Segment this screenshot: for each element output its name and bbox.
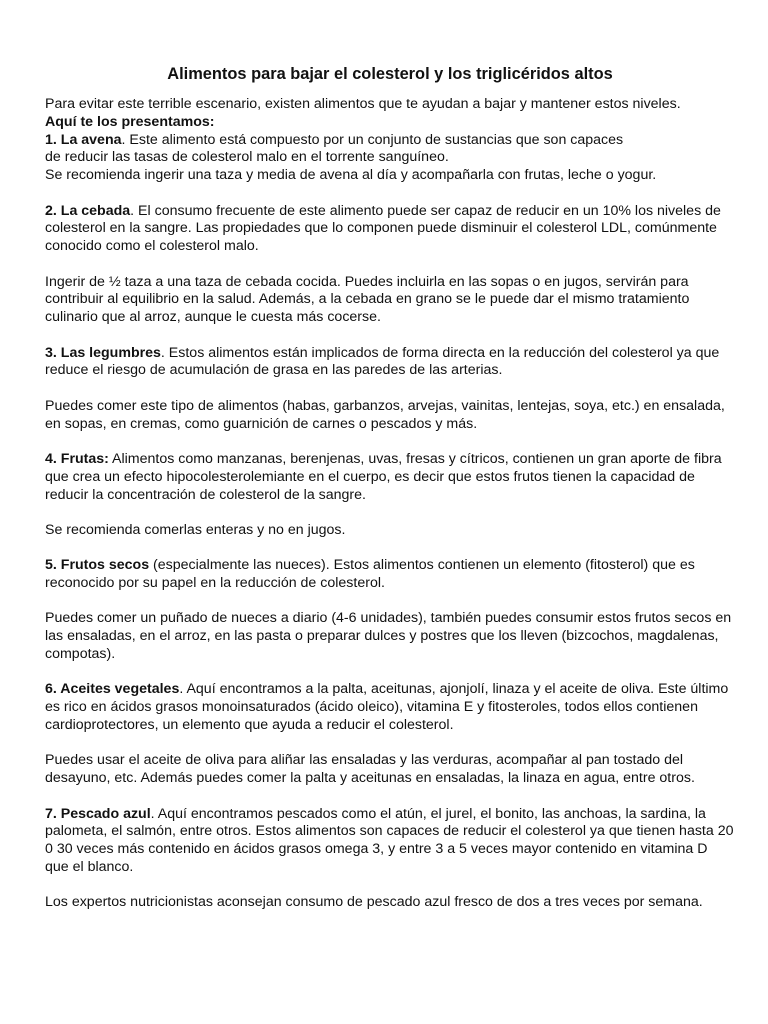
- item4-extra: Se recomienda comerlas enteras y no en jugos.: [45, 521, 346, 538]
- item2-label: 2. La cebada: [45, 202, 131, 219]
- item3-extra: Puedes comer este tipo de alimentos (habas, garbanzos, arvejas, vainitas, lentejas, soya, etc.) en ensalada, en sopas, en cremas, como guarnición de carnes o pescados y más.: [45, 397, 725, 432]
- item3-text: . Estos alimentos están implicados de forma directa en la reducción del colesterol ya que reduce el riesgo de acumulación de grasa en las paredes de las arterias.: [45, 344, 720, 379]
- item2-paragraph: [45, 203, 735, 256]
- item6-text: . Aquí encontramos a la palta, aceitunas, ajonjolí, linaza y el aceite de oliva. Este último es rico en ácidos grasos monoinsaturados (ácido oleico), vitamina E y fitosteroles, todos ellos contienen cardioprotectores, un elemento que ayuda a reducir el colesterol.: [45, 681, 729, 734]
- item4-text: Alimentos como manzanas, berenjenas, uvas, fresas y cítricos, contienen un gran aporte de fibra que crea un efecto hipocolesterolemiante en el cuerpo, es decir que estos frutos tienen la capacidad de reducir la concentración de colesterol de la sangre.: [45, 450, 722, 503]
- item1-text1: . Este alimento está compuesto por un conjunto de sustancias que son capaces: [121, 131, 624, 148]
- item4-label: 4. Frutas:: [45, 450, 109, 467]
- item4-paragraph: [45, 451, 735, 504]
- item7-text: . Aquí encontramos pescados como el atún, el jurel, el bonito, las anchoas, la sardina, la palometa, el salmón, entre otros. Estos alimentos son capaces de reducir el colesterol ya que tienen hasta 20 0 30 veces más contenido en ácidos grasos omega 3, y entre 3 a 5 veces mayor contenido en vitamina D que el blanco.: [45, 805, 734, 876]
- item6-extra: Puedes usar el aceite de oliva para aliñar las ensaladas y las verduras, acompañar al pan tostado del desayuno, etc. Además puedes comer la palta y aceitunas en ensaladas, la linaza en agua, entre otros.: [45, 752, 695, 787]
- item7-extra: Los expertos nutricionistas aconsejan consumo de pescado azul fresco de dos a tres veces por semana.: [45, 894, 703, 911]
- item7-label: 7. Pescado azul: [45, 805, 151, 822]
- item6-label: 6. Aceites vegetales: [45, 681, 180, 698]
- item5-paragraph: [45, 557, 735, 593]
- item1-line2: de reducir las tasas de colesterol malo en el torrente sanguíneo.: [45, 149, 449, 166]
- item5-text: (especialmente las nueces). Estos alimentos contienen un elemento (fitosterol) que es reconocido por su papel en la reducción de colesterol.: [45, 557, 695, 592]
- item7-paragraph: [45, 806, 735, 877]
- present-heading: Aquí te los presentamos:: [45, 113, 215, 130]
- document-page: [45, 64, 735, 912]
- item2-extra: Ingerir de ½ taza a una taza de cebada cocida. Puedes incluirla en las sopas o en jugos, servirán para contribuir al equilibrio en la salud. Además, a la cebada en grano se le puede dar el mismo tratamiento culinario que al arroz, aunque le cuesta más cocerse.: [45, 273, 690, 326]
- intro-paragraph: [45, 96, 735, 185]
- item1-line1: [45, 132, 735, 150]
- item1-label: 1. La avena: [45, 131, 122, 148]
- intro-text: Para evitar este terrible escenario, existen alimentos que te ayudan a bajar y mantener estos niveles.: [45, 96, 681, 112]
- item2-text: . El consumo frecuente de este alimento puede ser capaz de reducir en un 10% los niveles de colesterol en la sangre. Las propiedades que lo componen puede disminuir el colesterol LDL, comúnmente conocido como el colesterol malo.: [45, 202, 721, 255]
- item3-label: 3. Las legumbres: [45, 344, 161, 361]
- item3-paragraph: [45, 345, 735, 381]
- item1-line3: Se recomienda ingerir una taza y media de avena al día y acompañarla con frutas, leche o yogur.: [45, 167, 657, 184]
- document-title: Alimentos para bajar el colesterol y los triglicéridos altos: [167, 65, 613, 83]
- item6-paragraph: [45, 681, 735, 734]
- item5-label: 5. Frutos secos: [45, 557, 150, 574]
- item5-extra: Puedes comer un puñado de nueces a diario (4-6 unidades), también puedes consumir estos frutos secos en las ensaladas, en el arroz, en las pasta o preparar dulces y postres que los lleven (bizcochos, magdalenas, compotas).: [45, 610, 732, 663]
